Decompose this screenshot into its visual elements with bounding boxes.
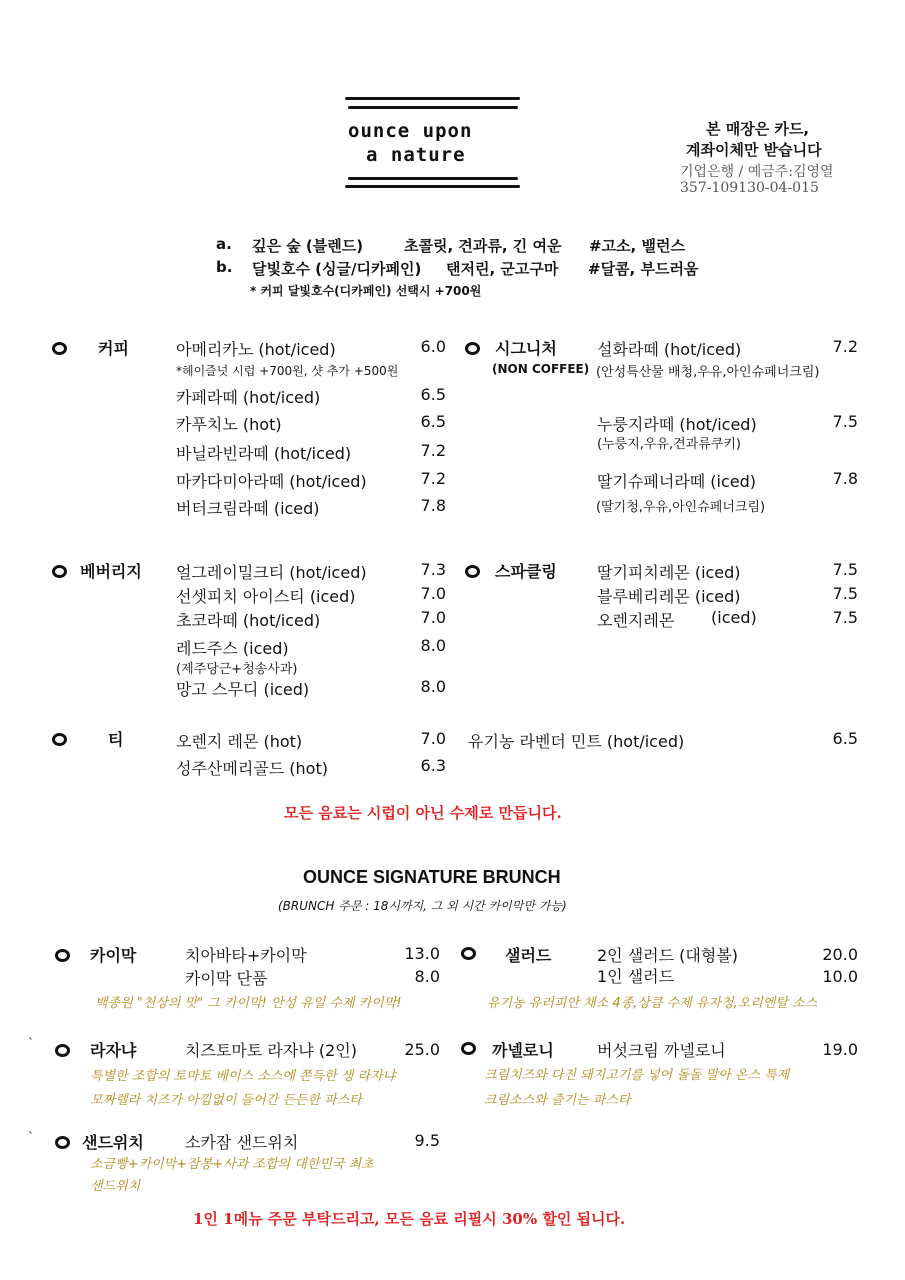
lasagna-tick-mark: ` [28,1036,34,1050]
coffee-item-price: 7.2 [420,469,446,488]
cannelloni-desc: 크림소스와 즐기는 파스타 [484,1093,631,1108]
signature-category: 시그니처 [495,339,557,358]
sandwich-desc: 샌드위치 [90,1179,141,1194]
red-juice-desc: (제주당근+청송사과) [176,662,298,677]
sandwich-bullet-icon [55,1136,70,1149]
logo-bottom-line-2 [345,185,520,188]
kaymak-desc: 백종원 "천상의 맛" 그 카이막! 안성 유일 수제 카이막! [95,996,402,1011]
beverage-item-name: 얼그레이밀크티 (hot/iced) [176,563,367,582]
signature-item-name: 누룽지라떼 (hot/iced) [597,415,757,434]
bank-info: 기업은행 / 예금주:김영열 [680,164,834,180]
coffee-item-name: 카페라떼 (hot/iced) [176,388,321,407]
cannelloni-item-name: 버섯크림 까넬로니 [597,1041,726,1060]
sandwich-item-price: 9.5 [414,1131,440,1150]
logo-line-2: a nature [366,144,466,166]
brunch-subtitle: (BRUNCH 주문 : 18시까지, 그 외 시간 카이막만 가능) [278,899,567,913]
coffee-item-price: 7.2 [420,441,446,460]
signature-item-name: 딸기슈페너라떼 (iced) [597,472,757,491]
beverage-item-price: 7.0 [420,608,446,627]
salad-bullet-icon [461,947,476,960]
coffee-item-price: 6.5 [420,385,446,404]
signature-item-price: 7.5 [832,412,858,431]
coffee-item-name: 마카다미아라떼 (hot/iced) [176,472,367,491]
signature-item-price: 7.2 [832,337,858,356]
bean-b-name: 달빛호수 (싱글/디카페인) [252,260,422,278]
tea-item-name: 오렌지 레몬 (hot) [176,732,303,751]
sparkling-item-suffix: (iced) [711,608,757,627]
beverage-item-price: 8.0 [420,636,446,655]
beverage-item-name: 초코라떼 (hot/iced) [176,611,321,630]
signature-item-price: 7.8 [832,469,858,488]
lasagna-item-price: 25.0 [404,1040,440,1059]
lasagna-bullet-icon [55,1044,70,1057]
tea-item-name: 성주산메리골드 (hot) [176,759,328,778]
kaymak-item-name: 카이막 단품 [185,969,268,988]
sparkling-category: 스파클링 [495,562,557,581]
coffee-bullet-icon [52,342,67,355]
sparkling-item-name: 블루베리레몬 (iced) [597,587,741,606]
beverage-item-price: 8.0 [420,677,446,696]
coffee-item-price: 6.0 [420,337,446,356]
logo-line-1: ounce upon [348,120,473,142]
logo-top-line-2 [348,106,518,109]
sparkling-item-name: 오렌지레몬 [597,611,675,630]
lasagna-category: 라자냐 [90,1041,137,1060]
bean-note: * 커피 달빛호수(디카페인) 선택시 +700원 [250,284,482,298]
tea-item-price: 6.3 [420,756,446,775]
sandwich-tick-mark: ` [28,1130,34,1144]
beverage-category: 베버리지 [80,562,142,581]
cannelloni-category: 까넬로니 [492,1041,554,1060]
sparkling-item-price: 7.5 [832,584,858,603]
payment-line-2: 계좌이체만 받습니다 [686,141,822,159]
signature-item-desc: (안성특산물 배청,우유,아인슈페너크림) [596,365,820,380]
coffee-item-name: 버터크림라떼 (iced) [176,499,320,518]
kaymak-item-price: 13.0 [404,944,440,963]
tea-item-name: 유기농 라벤더 민트 (hot/iced) [468,732,685,751]
sandwich-category: 샌드위치 [82,1133,144,1152]
drinks-notice: 모든 음료는 시럽이 아닌 수제로 만듭니다. [284,804,562,822]
salad-item-name: 1인 샐러드 [597,967,675,986]
sandwich-item-name: 소카잠 샌드위치 [185,1133,299,1152]
tea-item-price: 7.0 [420,729,446,748]
coffee-item-price: 6.5 [420,412,446,431]
salad-item-name: 2인 샐러드 (대형볼) [597,946,739,965]
kaymak-item-name: 치아바타+카이막 [185,946,307,965]
coffee-item-name: 카푸치노 (hot) [176,415,282,434]
kaymak-bullet-icon [55,949,70,962]
sparkling-item-name: 딸기피치레몬 (iced) [597,563,741,582]
beverage-item-name: 선셋피치 아이스티 (iced) [176,587,356,606]
beverage-item-price: 7.3 [420,560,446,579]
brunch-title: OUNCE SIGNATURE BRUNCH [303,867,561,887]
coffee-item-name: 바닐라빈라떼 (hot/iced) [176,444,352,463]
account-number: 357-109130-04-015 [680,180,819,196]
tea-category: 티 [108,730,124,749]
sparkling-item-price: 7.5 [832,560,858,579]
signature-subcategory: (NON COFFEE) [492,362,590,376]
cannelloni-desc: 크림치즈와 다진 돼지고기를 넣어 돌돌 말아 온스 특제 [484,1068,790,1083]
signature-item-desc: (딸기청,우유,아인슈페너크림) [596,500,766,515]
signature-item-desc: (누룽지,우유,견과류쿠키) [597,437,741,452]
lasagna-desc: 특별한 조합의 토마토 베이스 소스에 쫀득한 생 라자냐 [90,1069,396,1084]
coffee-note: *헤이즐넛 시럽 +700원, 샷 추가 +500원 [176,364,399,378]
bean-a-tags: #고소, 밸런스 [589,237,685,255]
beverage-item-name: 망고 스무디 (iced) [176,680,310,699]
bean-a-marker: a. [216,235,232,253]
sparkling-item-price: 7.5 [832,608,858,627]
payment-line-1: 본 매장은 카드, [706,120,810,138]
bean-a-notes: 초콜릿, 견과류, 긴 여운 [404,237,562,255]
coffee-item-name: 아메리카노 (hot/iced) [176,340,336,359]
salad-category: 샐러드 [505,946,552,965]
sandwich-desc: 소금빵+카이막+잠봉+사과 조합의 대한민국 최초 [90,1157,374,1172]
salad-item-price: 10.0 [822,967,858,986]
cannelloni-bullet-icon [461,1042,476,1055]
lasagna-desc: 모짜렐라 치즈가 아낌없이 들어간 든든한 파스타 [90,1093,362,1108]
tea-item-price: 6.5 [832,729,858,748]
salad-item-price: 20.0 [822,945,858,964]
coffee-category: 커피 [98,339,129,358]
beverage-bullet-icon [52,565,67,578]
order-notice: 1인 1메뉴 주문 부탁드리고, 모든 음료 리필시 30% 할인 됩니다. [193,1210,626,1228]
tea-bullet-icon [52,733,67,746]
lasagna-item-name: 치즈토마토 라자냐 (2인) [185,1041,357,1060]
bean-b-notes: 탠저린, 군고구마 [446,260,559,278]
bean-b-tags: #달콤, 부드러움 [588,260,699,278]
logo-top-line-1 [345,97,520,100]
signature-item-name: 설화라떼 (hot/iced) [597,340,742,359]
kaymak-item-price: 8.0 [414,967,440,986]
beverage-item-name: 레드주스 (iced) [176,639,289,658]
coffee-item-price: 7.8 [420,496,446,515]
bean-b-marker: b. [216,258,233,276]
sparkling-bullet-icon [465,565,480,578]
cannelloni-item-price: 19.0 [822,1040,858,1059]
logo-bottom-line-1 [348,177,518,180]
bean-a-name: 깊은 숲 (블렌드) [252,237,364,255]
beverage-item-price: 7.0 [420,584,446,603]
salad-desc: 유기농 유러피안 채소 4종,상큼 수제 유자청,오리엔탈 소스 [487,996,818,1011]
kaymak-category: 카이막 [90,946,137,965]
signature-bullet-icon [465,342,480,355]
